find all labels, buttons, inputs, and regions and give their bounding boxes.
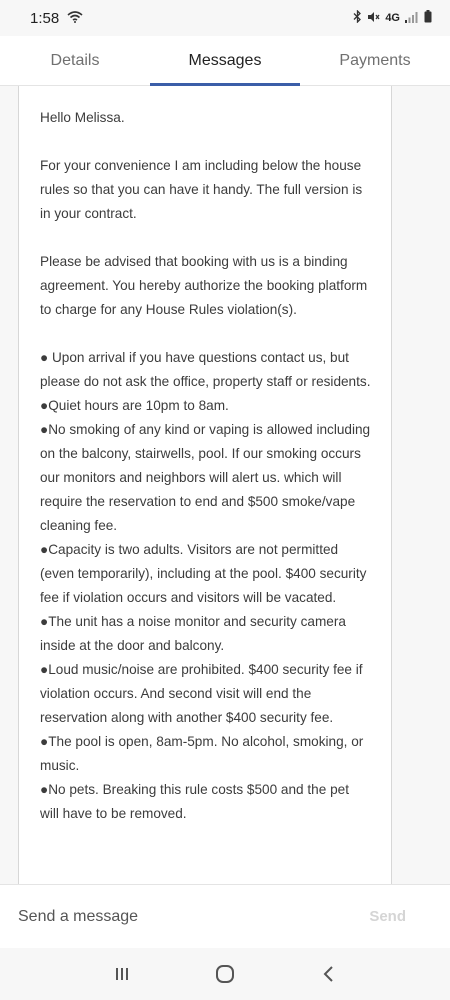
message-composer — [0, 884, 450, 948]
rule-item: ●Loud music/noise are prohibited. $400 security fee if violation occurs. And second visit will end the reservation along with another $400 security fee. — [40, 662, 363, 725]
signal-icon — [405, 11, 419, 26]
tab-payments[interactable] — [300, 36, 450, 85]
tab-label: Details — [50, 51, 100, 69]
rule-item: ●Quiet hours are 10pm to 8am. — [40, 398, 229, 413]
rule-item: ●No pets. Breaking this rule costs $500 and the pet will have to be removed. — [40, 782, 349, 821]
tab-details[interactable] — [0, 36, 150, 85]
message-intro: For your convenience I am including below the house rules so that you can have it handy. The full version is in your contract. — [40, 158, 363, 221]
rule-item: ● Upon arrival if you have questions contact us, but please do not ask the office, property staff or residents. — [40, 350, 371, 389]
message-thread[interactable] — [0, 86, 450, 884]
rule-item: ●Capacity is two adults. Visitors are not permitted (even temporarily), including at the pool. $400 security fee if violation occurs and visitors will be vacated. — [40, 542, 367, 605]
status-time: 1:58 — [30, 9, 60, 27]
network-label: 4G — [385, 12, 400, 24]
tab-label: Payments — [339, 51, 411, 69]
status-right — [353, 10, 432, 26]
tab-messages[interactable] — [150, 36, 300, 85]
wifi-icon — [67, 10, 83, 27]
rule-item: ●The pool is open, 8am-5pm. No alcohol, smoking, or music. — [40, 734, 364, 773]
status-bar — [0, 0, 450, 36]
bluetooth-icon — [353, 10, 362, 26]
back-icon[interactable] — [308, 954, 348, 994]
rule-item: ●No smoking of any kind or vaping is allowed including on the balcony, stairwells, pool. If our smoking occurs our monitors and neighbors will alert us. which will require the reservation to end and $500 smoke/vape cleaning fee. — [40, 422, 371, 533]
status-left — [30, 10, 83, 27]
recents-icon[interactable] — [102, 954, 142, 994]
rule-item: ●The unit has a noise monitor and security camera inside at the door and balcony. — [40, 614, 346, 653]
message-bubble — [18, 86, 392, 884]
battery-icon — [424, 10, 432, 26]
system-nav-bar — [0, 948, 450, 1000]
message-input[interactable] — [18, 908, 369, 926]
mute-icon — [367, 11, 380, 26]
send-button[interactable]: Send — [369, 908, 432, 925]
tab-label: Messages — [188, 51, 262, 69]
tab-bar — [0, 36, 450, 86]
home-icon[interactable] — [205, 954, 245, 994]
message-greeting: Hello Melissa. — [40, 110, 125, 125]
message-advisory: Please be advised that booking with us is a binding agreement. You hereby authorize the booking platform to charge for any House Rules violation(s). — [40, 254, 368, 317]
